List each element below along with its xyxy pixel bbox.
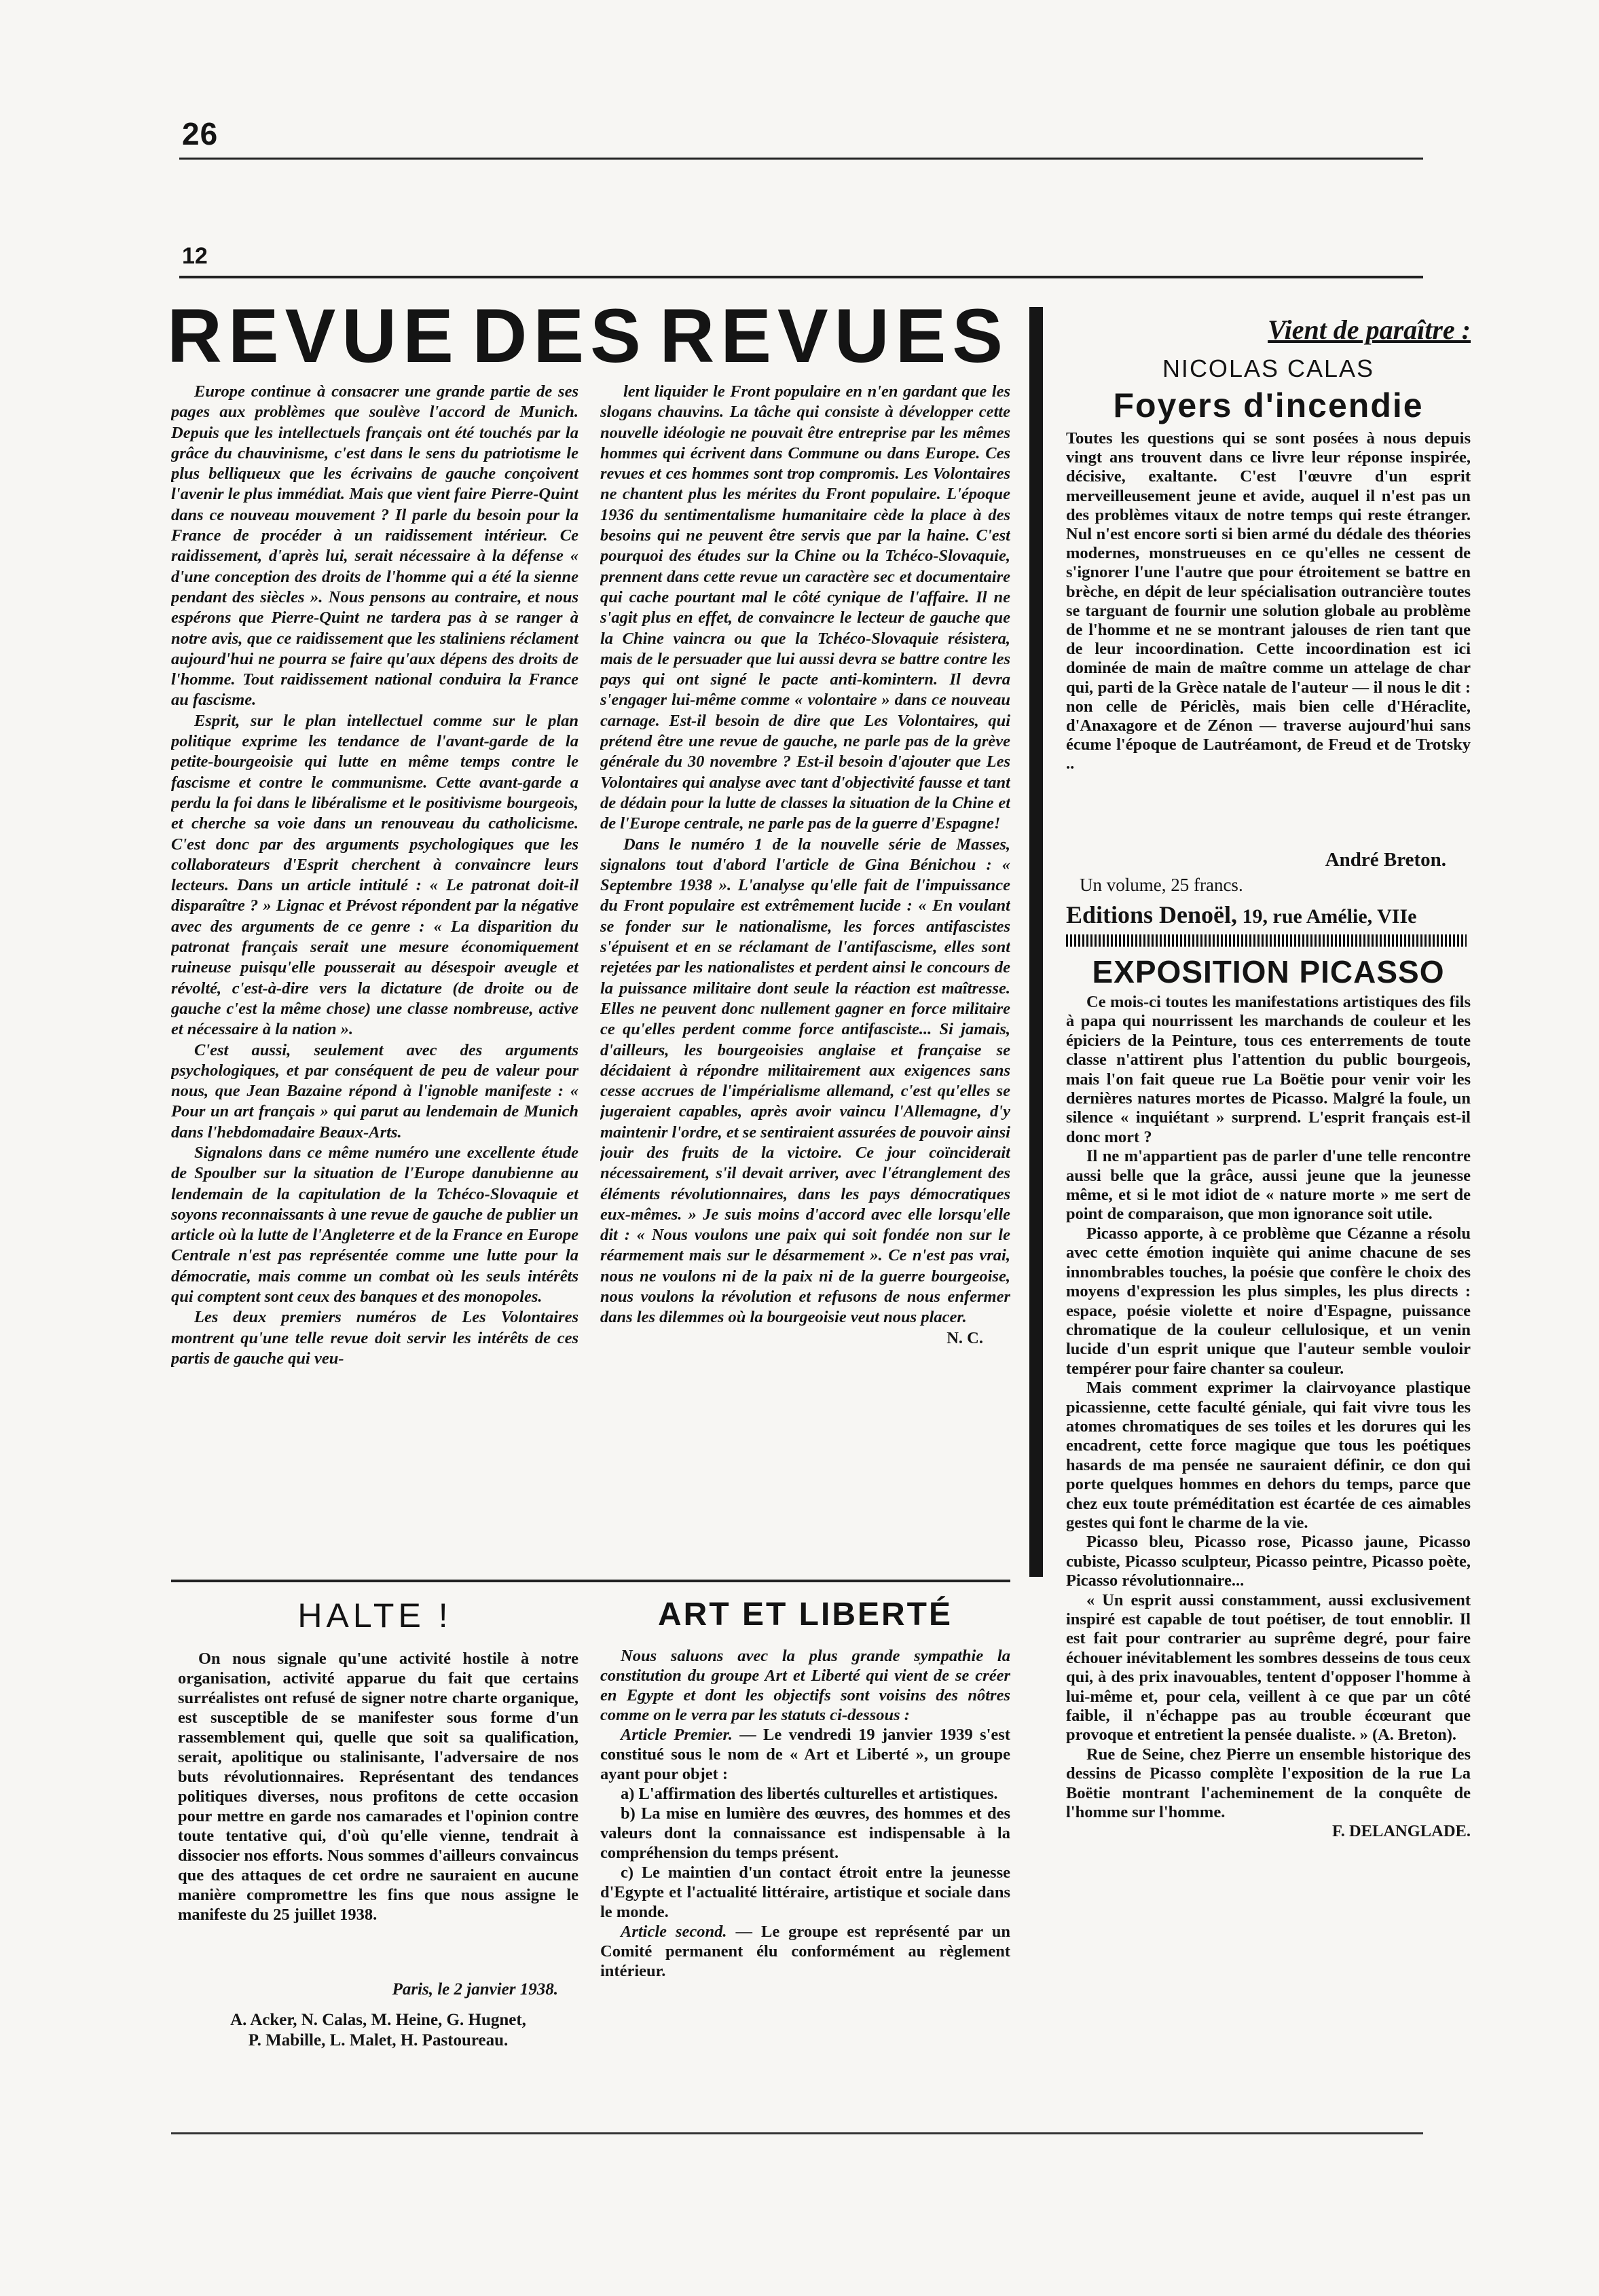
halte-signatories <box>178 2010 578 2051</box>
paragraph: On nous signale qu'une activité hostile à notre organisation, activité apparue du fait que certains surréalistes ont refusé de signer notre charte organique, est susceptible de se manifester sous forme d'un rassemblement qui, quelle que soit sa qualification, serait, apolitique ou stalinisante, l'adversaire de nos buts révolutionnaires. Représentant des tendances politiques diverses, nous profitons de cette occasion pour mettre en garde nos camarades et l'opinion contre toute tentative qui, d'où qu'elle vienne, tendrait à dissocier nos efforts. Nous sommes d'ailleurs convaincus que des attaques de cet ordre ne sauraient en aucune manière compromettre les fins que nous assigne le manifeste du 25 juillet 1938. <box>178 1650 578 1924</box>
exposition-signature: F. DELANGLADE. <box>1332 1822 1471 1841</box>
halte-body <box>178 1649 578 1988</box>
title-word: DES <box>472 293 647 378</box>
paragraph: Picasso apporte, à ce problème que Cézanne a résolu avec cette émotion inquiète qui anime chacune de ses innombrables touches, la poésie que confère le choix des moyens d'expression les plus simples, les plus directs : espace, poésie violette et noire d'Espagne, puissance chromatique de la couleur cellulosique, et un venin lucide d'un esprit unique que l'auteur semble vouloir tempérer pour faire chanter sa couleur. <box>1066 1224 1471 1378</box>
revue-column-middle <box>600 382 1010 1543</box>
publisher-address: 19, rue Amélie, VIIe <box>1242 905 1417 928</box>
halte-dateline: Paris, le 2 janvier 1938. <box>392 1980 558 1999</box>
revue-column-left <box>171 382 578 1543</box>
article-second <box>600 1922 1010 1981</box>
list-item: b) La mise en lumière des œuvres, des hommes et des valeurs dont la connaissance est indispensable à la compréhension du temps présent. <box>600 1804 1010 1862</box>
list-item: c) Le maintien d'un contact étroit entre la jeunesse d'Egypte et l'actualité littéraire, artistique et sociale dans le monde. <box>600 1863 1010 1921</box>
section-title <box>167 292 1009 380</box>
article-first <box>600 1725 1010 1784</box>
paragraph: Ce mois-ci toutes les manifestations artistiques des fils à papa qui nourrissent les marchands de couleur et les épiciers de la Peinture, tous ces enterrements de toute classe n'attirent plus l'attention du public bourgeois, mais l'on fait queue rue La Boëtie pour venir voir les dernières natures mortes de Picasso. Malgré la foule, un silence « inquiétant » surprend. L'esprit français est-il donc mort ? <box>1066 993 1471 1146</box>
ad-book-title: Foyers d'incendie <box>1113 386 1424 424</box>
footer-rule <box>171 2132 1423 2134</box>
paragraph: Picasso bleu, Picasso rose, Picasso jaune, Picasso cubiste, Picasso sculpteur, Picasso peintre, Picasso poète, Picasso révolutionnaire... <box>1066 1533 1471 1590</box>
article-text: — Le groupe est représenté par un Comité permanent élu conformément au règlement intérieur. <box>600 1923 1010 1980</box>
ad-body: Toutes les questions qui se sont posées à nous depuis vingt ans trouvent dans ce livre leur réponse inspirée, décisive, exaltante. C'est l'œuvre d'un esprit merveilleusement jeune et avide, auquel il n'est pas un des problèmes vitaux de notre temps qui reste étranger. Nul n'est encore sorti si bien armé du dédale des théories modernes, monstrueuses en ce qu'elles ne cessent de s'ignorer l'une l'autre que pour étroitement se battre en brèche, en dépit de leur spécialisation outrancière toutes se targuant de fournir une solution globale au problème de l'homme et ne se montrant jalouses de rien tant que de leur incoordination. Cette incoordination est ici dominée de main de maître comme un attelage de char qui, parti de la Grèce natale de l'auteur — il nous le dit : non celle de Périclès, mais bien celle d'Héraclite, d'Anaxagore et de Zénon — traverse aujourd'hui sans écume l'époque de Lautréamont, de Freud et de Trotsky .. <box>1066 429 1471 773</box>
exposition-body <box>1066 993 1471 1937</box>
halte-title: HALTE ! <box>297 1597 452 1635</box>
section-rule <box>171 1580 1010 1582</box>
paragraph: lent liquider le Front populaire en n'en gardant que les slogans chauvins. La tâche qui consiste à développer cette nouvelle idéologie ne pouvait être entreprise par les mêmes hommes qui écrivent dans Commune ou dans Europe. Ces revues et ces hommes sont trop compromis. Les Volontaires ne chantent plus les mérites du Front populaire. L'époque 1936 du sentimentalisme humanitaire cède la place à des besoins qui ne peuvent être servis que par la haine. C'est pourquoi des études sur la Chine ou la Tchéco-Slovaquie, prennent dans cette revue un caractère sec et documentaire qui cache pourtant mal le côté cynique de l'affaire. Il ne s'agit plus en effet, de convaincre le lecteur de gauche que la Chine vaincra ou que la Tchéco-Slovaquie résistera, mais de le persuader que lui aussi devra se battre contre les pays qui ont signé le pacte anti-komintern. Il devra s'engager lui-même comme « volontaire » dans ce nouveau carnage. Est-il besoin de dire que Les Volontaires, qui prétend être une revue de gauche, ne parle pas de la grève générale du 30 novembre ? Est-il besoin d'ajouter que Les Volontaires qui analyse avec tant d'objectivité fausse et tant de dédain pour la lutte de classes la situation de la Chine et de l'Europe centrale, ne parle pas de la guerre d'Espagne! <box>600 382 1010 833</box>
header-rule <box>179 158 1423 160</box>
article-text: — Le vendredi 19 janvier 1939 s'est constitué sous le nom de « Art et Liberté », un groupe ayant pour objet : <box>600 1726 1010 1783</box>
ornamental-rule <box>1066 934 1467 947</box>
signatories-line: P. Mabille, L. Malet, H. Pastoureau. <box>248 2031 509 2049</box>
paragraph: Signalons dans ce même numéro une excellente étude de Spoulber sur la situation de l'Europe danubienne au lendemain de la capitulation de la Tchéco-Slovaquie et soyons reconnaissants à une revue de gauche de publier un article où la lutte de l'Angleterre et de la France en Europe Centrale n'est pas représentée comme une lutte pour la démocratie, mais comme un combat où les seuls intérêts qui comptent sont ceux des banques et des monopoles. <box>171 1143 578 1307</box>
ad-publisher <box>1066 900 1471 929</box>
title-word: REVUE <box>167 293 460 378</box>
ad-kicker: Vient de paraître : <box>1268 314 1471 345</box>
article-label: Article second. <box>621 1923 727 1941</box>
publisher-name: Editions Denoël, <box>1066 901 1238 928</box>
paragraph: Esprit, sur le plan intellectuel comme sur le plan politique exprime les tendance de l'avant-garde de la petite-bourgeoisie qui lutte en même temps contre le fascisme et contre le communisme. Cette avant-garde a perdu la foi dans le libéralisme et le positivisme bourgeois, et cherche sa voie dans un renouveau du catholicisme. C'est donc par des arguments psychologiques que les collaborateurs d'Esprit cherchent à convaincre leurs lecteurs. Dans un article intitulé : « Le patronat doit-il disparaître ? » Lignac et Prévost répondent par la négative avec des arguments de ce genre : « La disparition du patronat français serait une mesure économiquement ruineuse puisqu'elle pousserait au désespoir aveugle et révolté, c'est-à-dire vers la dictature (de droite ou de gauche c'est la même chose) une classe nombreuse, active et nécessaire à la nation ». <box>171 711 578 1039</box>
title-rule <box>179 276 1423 278</box>
revue-signature: N. C. <box>946 1328 983 1347</box>
paragraph: C'est aussi, seulement avec des arguments psychologiques, et par conséquent de peu de valeur pour nous, que Jean Bazaine répond à l'ignoble manifeste : « Pour un art français » qui parut au lendemain de Munich dans l'hebdomadaire Beaux-Arts. <box>171 1040 578 1142</box>
art-body <box>600 1646 1010 2054</box>
ad-author: NICOLAS CALAS <box>1162 354 1375 382</box>
ad-price: Un volume, 25 francs. <box>1080 875 1243 895</box>
ad-byline: André Breton. <box>1325 849 1446 871</box>
title-word: REVUES <box>659 293 1009 378</box>
page-number: 26 <box>182 116 219 151</box>
paragraph: Il ne m'appartient pas de parler d'une telle rencontre aussi belle que la grâce, aussi jeune que la jeunesse même, et si le mot idiot de « nature morte » me sert de point de comparaison, que mon ignorance soit utile. <box>1066 1147 1471 1224</box>
paragraph: Mais comment exprimer la clairvoyance plastique picassienne, cette faculté géniale, qui fait vivre tous les atomes chromatiques de ses toiles et les dorures qui les encadrent, cette force magique que tous les poétiques hasards de ma pensée ne sauraient définir, ce don qui porte quelques hommes en dehors du temps, parce que chez eux toute préméditation est écartée de ces aimables gestes qui font le charme de la vie. <box>1066 1379 1471 1532</box>
column-divider-bar <box>1029 307 1043 1577</box>
article-label: Article Premier. <box>621 1726 733 1744</box>
journal-page-number: 12 <box>182 243 208 269</box>
paragraph: « Un esprit aussi constamment, aussi exclusivement inspiré est capable de tout poétiser, de tout ennoblir. Il est fait pour contrarier au suprême degré, pour faire échouer inévitablement les sombres desseins de tous ceux qui, à des prix inavouables, tentent d'opposer l'homme à lui-même et, pour cela, veillent à ce que par un côté faible, il n'échappe pas au trouble écœurant que provoque et entretient la pensée dualiste. » (A. Breton). <box>1066 1590 1471 1745</box>
art-intro: Nous saluons avec la plus grande sympathie la constitution du groupe Art et Liberté qui vient de se créer en Egypte et dont les objectifs sont voisins des nôtres comme on le verra par les statuts ci-dessous : <box>600 1647 1010 1724</box>
art-title: ART ET LIBERTÉ <box>658 1597 953 1633</box>
paragraph: Dans le numéro 1 de la nouvelle série de Masses, signalons tout d'abord l'article de Gina Bénichou : « Septembre 1938 ». L'analyse qu'elle fait de l'impuissance du Front populaire est extrêmement lucide : « En voulant se fonder sur le nationalisme, les forces antifascistes s'épuisent et en se réclamant de l'antifascisme, elles sont rejetées par les nationalistes et perdent ainsi le concours de la puissance militaire dont seule la réaction est maîtresse. Elles ne peuvent donc nullement gagner en force militaire ce qu'elles perdent comme force antifasciste... Si jamais, d'ailleurs, les bourgeoisies anglaise et française se décidaient à répondre militairement aux exigences sans cesse accrues de l'impérialisme allemand, c'est qu'elles se jugeraient capables, après avoir vaincu l'Allemagne, d'y maintenir l'ordre, et se sentiraient assurées de pouvoir ainsi jouir des fruits de la victoire. Ce jour coïnciderait nécessairement, s'il devait arriver, avec l'étranglement des éléments révolutionnaires, dans les pays démocratiques eux-mêmes. » Je suis moins d'accord avec elle lorsqu'elle dit : « Nous voulons une paix qui soit fondée non sur le réarmement mais sur le désarmement ». Ce n'est pas vrai, nous ne voulons ni de la paix ni de la guerre bourgeoise, nous voulons la révolution et refusons de nous enfermer dans les dilemmes où la bourgeoisie veut nous placer. <box>600 835 1010 1327</box>
list-item: a) L'affirmation des libertés culturelles et artistiques. <box>621 1785 998 1803</box>
signatories-line: A. Acker, N. Calas, M. Heine, G. Hugnet, <box>230 2011 526 2029</box>
paragraph: Les deux premiers numéros de Les Volontaires montrent qu'une telle revue doit servir les intérêts de ces partis de gauche qui veu- <box>171 1308 578 1368</box>
paragraph: Rue de Seine, chez Pierre un ensemble historique des dessins de Picasso complète l'exposition de la rue La Boëtie montrant l'acheminement de la conquête de l'homme sur l'homme. <box>1066 1745 1471 1822</box>
paragraph: Europe continue à consacrer une grande partie de ses pages aux problèmes que soulève l'accord de Munich. Depuis que les intellectuels français ont été touchés par la grâce du chauvinisme, c'est dans le sens du patriotisme le plus belliqueux que les écrivains de gauche conçoivent l'avenir le plus immédiat. Mais que vient faire Pierre-Quint dans ce nouveau mouvement ? Il parle du besoin pour la France de procéder à un raidissement intérieur. Ce raidissement, d'après lui, serait nécessaire à la défense « d'une conception des droits de l'homme qui a été la sienne pendant des siècles ». Nous pensons au contraire, et nous espérons que Pierre-Quint ne tardera pas à se ranger à notre avis, que ce raidissement que les staliniens réclament aujourd'hui ne pourra se faire qu'aux dépens des droits de l'homme. Tout raidissement national conduira la France au fascisme. <box>171 382 578 710</box>
exposition-title: EXPOSITION PICASSO <box>1092 954 1445 989</box>
